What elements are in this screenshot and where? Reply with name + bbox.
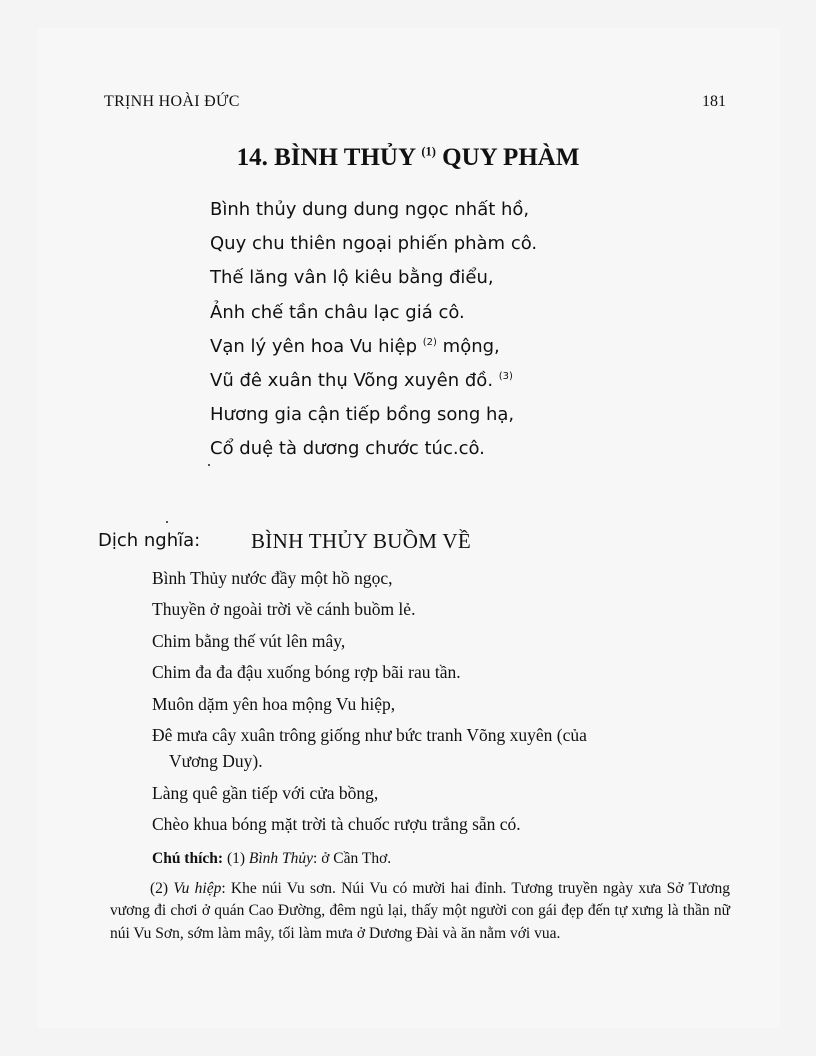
footnote-marker: (2) xyxy=(422,336,437,348)
footnote-2 xyxy=(110,878,730,945)
translation-line: Chim bằng thế vút lên mây, xyxy=(152,630,346,651)
translation-line: Chèo khua bóng mặt trời tà chuốc rượu trắng sẵn có. xyxy=(152,814,521,835)
translation-line: Muôn dặm yên hoa mộng Vu hiệp, xyxy=(152,693,396,714)
poem-title-start: 14. BÌNH THỦY xyxy=(236,144,416,171)
poem-line: Cổ duệ tà dương chước túc.cô. xyxy=(210,438,485,460)
poem-line xyxy=(210,367,537,401)
translation-label: Dịch nghĩa: xyxy=(98,530,201,551)
poem-line-text: Vũ đê xuân thụ Võng xuyên đồ. xyxy=(210,369,494,391)
page-number: 181 xyxy=(702,93,726,110)
footnote-term: Bình Thủy xyxy=(248,850,314,867)
poem-line-end: mộng, xyxy=(442,335,500,357)
poem-line: Quy chu thiên ngoại phiến phàm cô. xyxy=(210,233,538,255)
translation-line: Vương Duy). xyxy=(169,751,263,772)
poem-title xyxy=(0,144,816,172)
footnote-number: (1) xyxy=(226,850,246,867)
translation-line: Chim đa đa đậu xuống bóng rợp bãi rau tần. xyxy=(152,662,461,683)
footnote-label: Chú thích: xyxy=(152,850,224,867)
translation-text xyxy=(152,565,732,843)
poem-title-note: (1) xyxy=(421,144,436,159)
poem-text xyxy=(210,196,537,470)
poem-line: Thế lăng vân lộ kiêu bằng điểu, xyxy=(210,267,494,289)
footnote-term: Vu hiệp xyxy=(173,880,222,897)
running-head: TRỊNH HOÀI ĐỨC xyxy=(104,93,240,110)
translation-line: Đê mưa cây xuân trông giống như bức tranh Võng xuyên (của xyxy=(152,724,587,745)
footnote-1 xyxy=(152,850,391,868)
translation-line: Thuyền ở ngoài trời về cánh buồm lẻ. xyxy=(152,599,416,620)
speck-mark xyxy=(166,521,168,523)
poem-line: Hương gia cận tiếp bồng song hạ, xyxy=(210,404,515,426)
footnote-text: : Khe núi Vu sơn. Núi Vu có mười hai đỉnh. Tương truyền ngày xưa Sở Tương vương đi chơi ở quán Cao Đường, đêm ngủ lại, thấy một người con gái đẹp đến tự xưng là thần nữ núi Vu Sơn, sớm làm mây, tối làm mưa ở Dương Đài và ăn nằm với vua. xyxy=(110,880,731,942)
poem-line: Bình thủy dung dung ngọc nhất hồ, xyxy=(210,199,530,220)
translation-title: BÌNH THỦY BUỒM VỀ xyxy=(251,529,471,553)
speck-mark xyxy=(208,464,210,466)
footnote-marker: (3) xyxy=(498,370,513,382)
footnote-text: : ở Cần Thơ. xyxy=(313,850,392,867)
poem-title-end: QUY PHÀM xyxy=(442,144,580,171)
poem-line-text: Vạn lý yên hoa Vu hiệp xyxy=(210,335,418,357)
footnote-number: (2) xyxy=(150,880,169,897)
poem-line: Ảnh chế tần châu lạc giá cô. xyxy=(210,301,465,323)
translation-line: Làng quê gần tiếp với cửa bồng, xyxy=(152,782,379,803)
poem-line xyxy=(210,333,537,367)
translation-line: Bình Thủy nước đầy một hồ ngọc, xyxy=(152,568,393,588)
